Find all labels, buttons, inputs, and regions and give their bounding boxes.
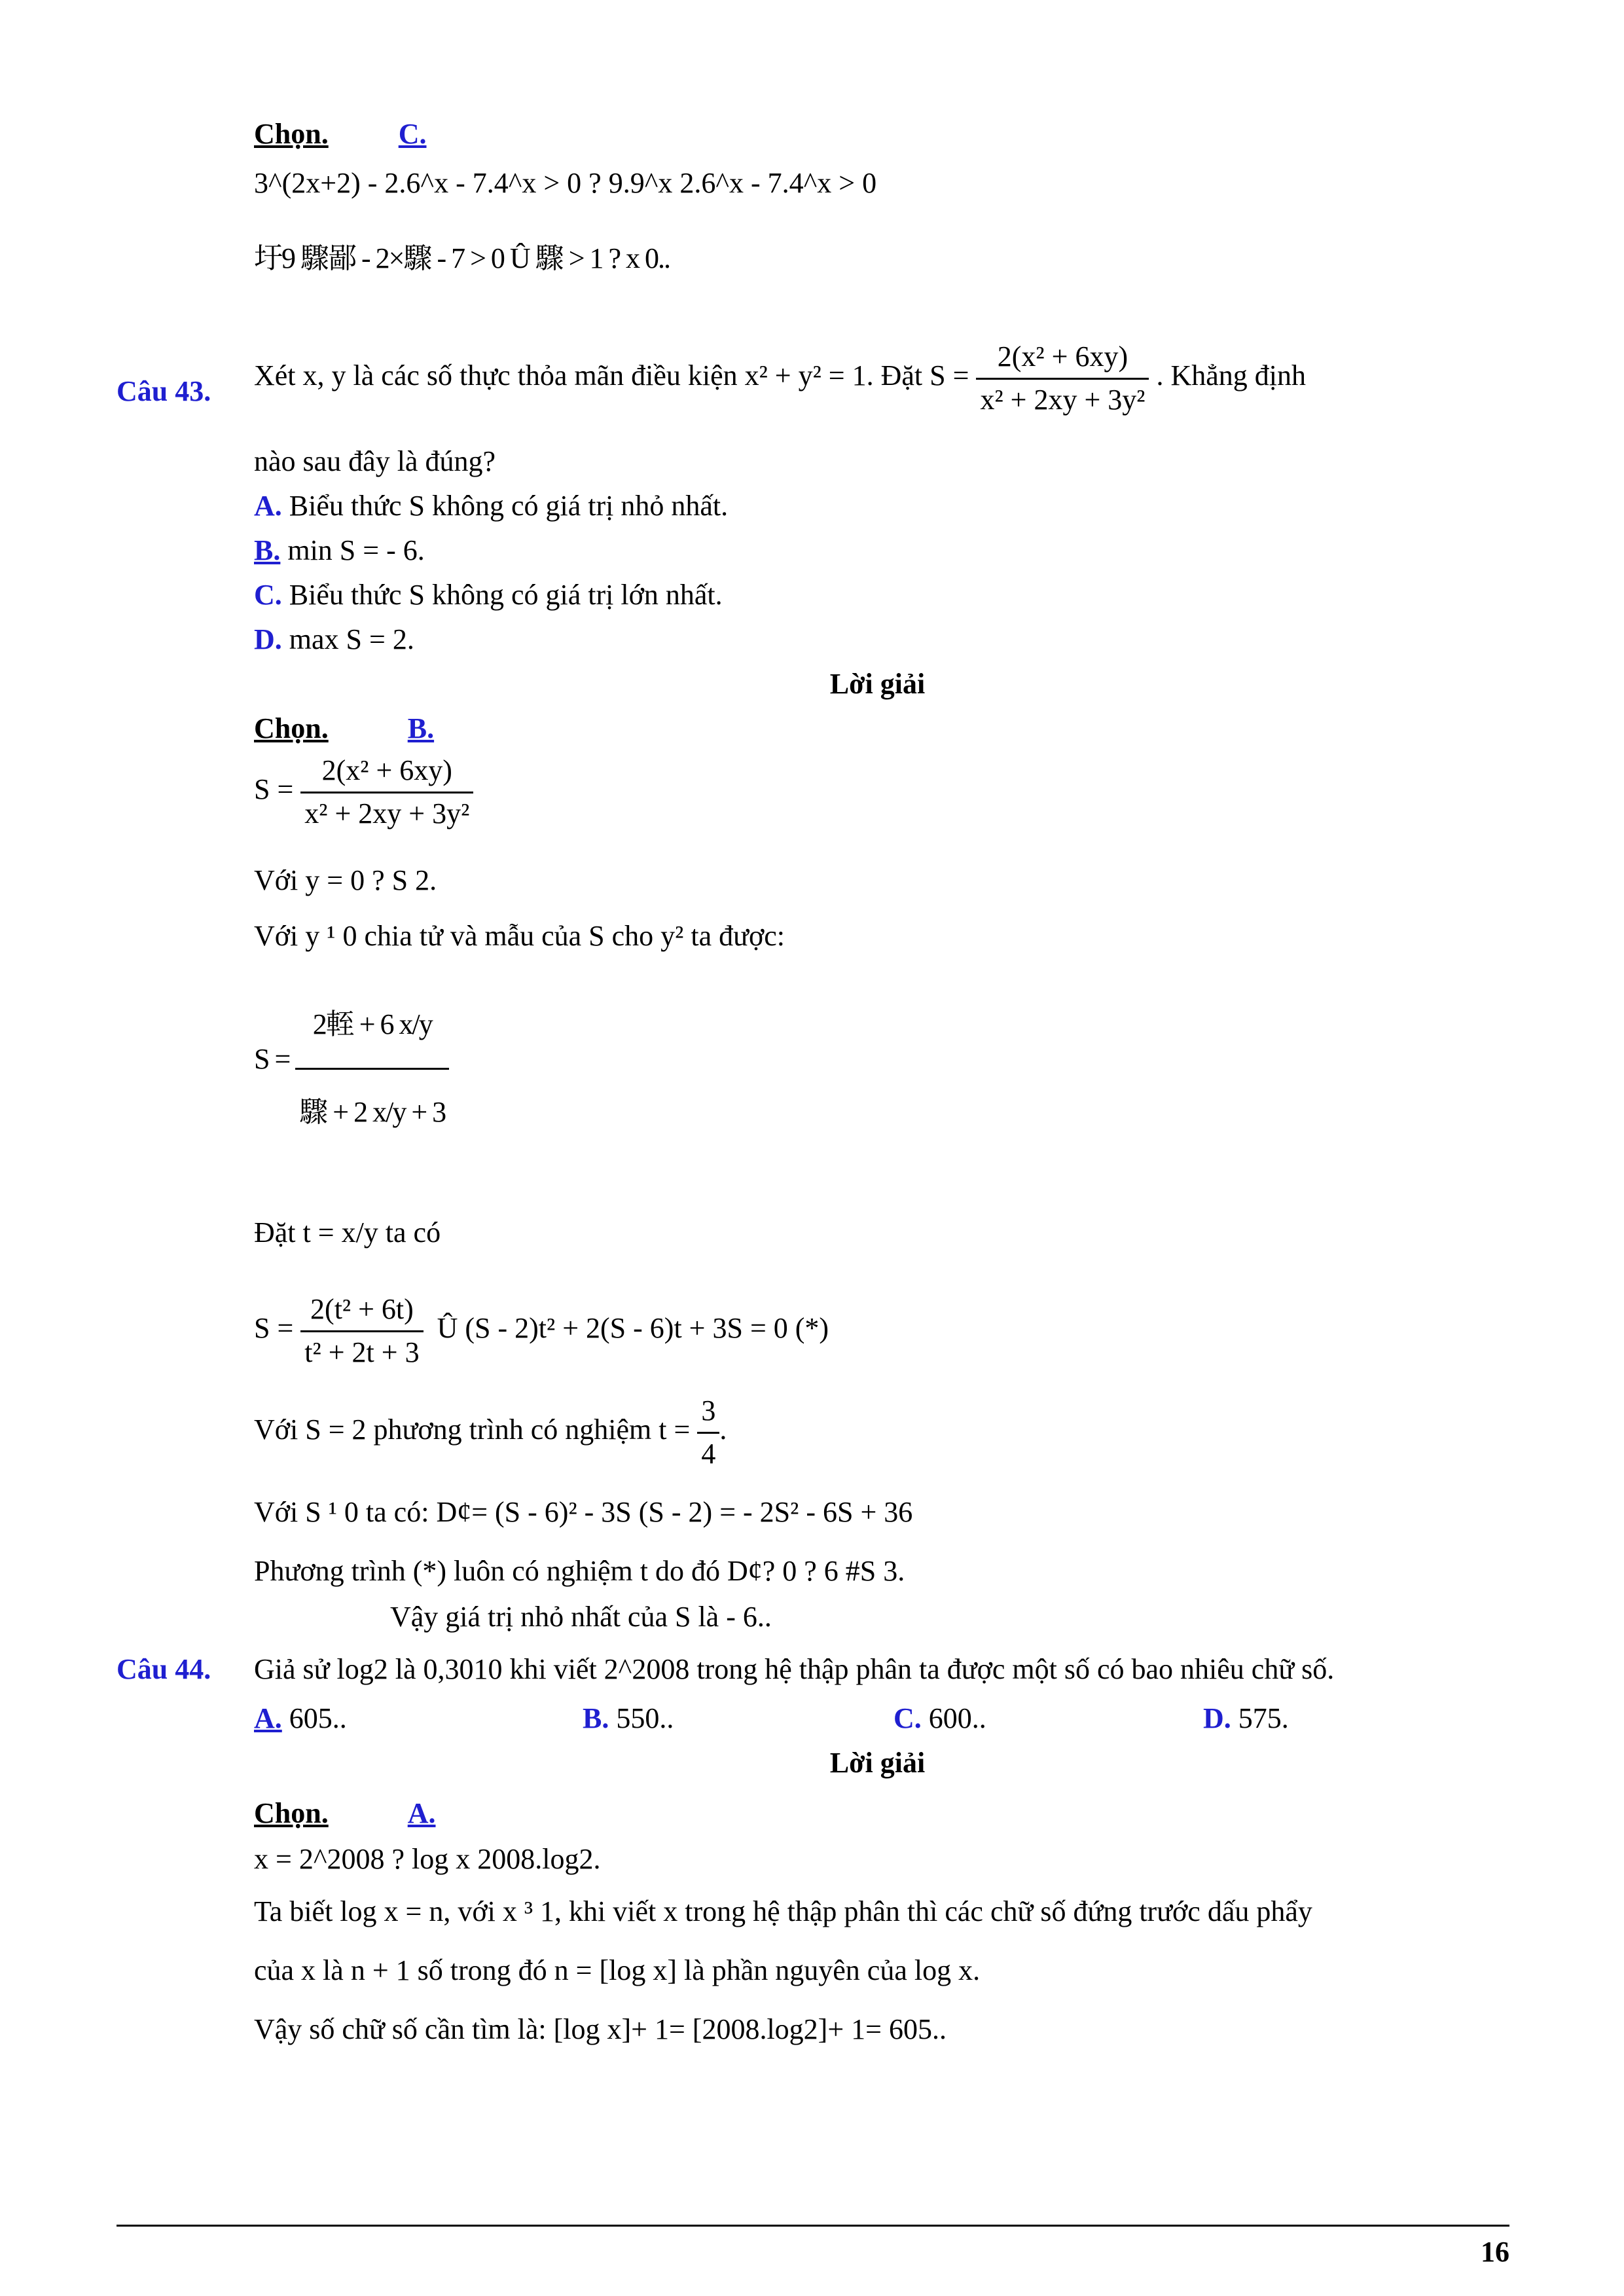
q44-option-a: [254, 1702, 347, 1736]
q43-st-fraction: [300, 1293, 423, 1369]
q44-option-a-text: 605..: [289, 1702, 347, 1734]
q43-s2-row: [254, 1394, 727, 1470]
q43-stem-c: nào sau đây là đúng?: [254, 445, 496, 477]
q43-dat-t: Đặt t = x/y ta có: [254, 1216, 441, 1248]
q43-option-a-text: Biểu thức S không có giá trị nhỏ nhất.: [289, 490, 729, 522]
q43-s-fraction: [300, 754, 473, 830]
q43-option-c: [254, 579, 723, 612]
q44-label: Câu 44.: [117, 1653, 211, 1685]
q43-s2-t-fraction: [697, 1394, 719, 1470]
q43-option-b-letter: B.: [254, 534, 281, 566]
q43-option-b: [254, 534, 425, 568]
q43-s-num: 2(x² + 6xy): [300, 754, 473, 793]
q44-option-b-text: 550..: [616, 1702, 674, 1734]
page-number: 16: [1481, 2236, 1509, 2268]
q43-y0-line: Với y = 0 ? S 2.: [254, 864, 437, 896]
q44-chon-answer: A.: [407, 1797, 436, 1829]
q43-s-lhs: S =: [254, 773, 294, 806]
q43-st-lhs: S =: [254, 1312, 294, 1345]
q43-s2-den: 驟 + 2 x/y + 3: [299, 1095, 446, 1128]
q42-line1: 3^(2x+2) - 2.6^x - 7.4^x > 0 ? 9.9^x 2.6^x - 7.4^x > 0: [254, 167, 877, 199]
q43-s-divided: [254, 975, 449, 1148]
q43-option-a-letter: A.: [254, 490, 282, 522]
q42-choice-row: [254, 118, 427, 151]
q43-s2-lhs: S =: [254, 1043, 290, 1076]
q43-option-d-text: max S = 2.: [289, 623, 414, 655]
q44-label-row: [117, 1653, 211, 1686]
q42-line2: 圩9 驟鄙 - 2×驟 - 7 > 0 Û 驟 > 1 ? x 0..: [254, 242, 670, 274]
q43-stem-frac-den: x² + 2xy + 3y²: [980, 383, 1146, 416]
q44-line3: của x là n + 1 số trong đó n = [log x] là phần nguyên của log x.: [254, 1954, 981, 1986]
q43-s-definition: [254, 754, 473, 830]
q43-s2-period: .: [719, 1413, 727, 1446]
q44-option-d: [1203, 1702, 1289, 1736]
q44-line2: Ta biết log x = n, với x ³ 1, khi viết x trong hệ thập phân thì các chữ số đứng trước dấu phẩy: [254, 1895, 1312, 1927]
q44-option-c-letter: C.: [893, 1702, 922, 1734]
q43-option-c-letter: C.: [254, 579, 282, 611]
q43-stem-frac-num: 2(x² + 6xy): [976, 340, 1149, 380]
q43-s2-frac-num: 3: [697, 1394, 719, 1434]
q43-label-row: [117, 375, 211, 409]
q42-chon-answer: C.: [398, 118, 427, 150]
q44-solution-title: Lời giải: [829, 1747, 926, 1779]
q43-option-b-text: min S = - 6.: [287, 534, 425, 566]
q44-option-d-letter: D.: [1203, 1702, 1231, 1734]
q43-option-d-letter: D.: [254, 623, 282, 655]
q43-conclusion: Vậy giá trị nhỏ nhất của S là - 6..: [390, 1601, 772, 1633]
q43-st-num: 2(t² + 6t): [300, 1293, 423, 1332]
q43-choice-row: [254, 712, 434, 746]
q44-option-b-letter: B.: [583, 1702, 609, 1734]
q44-stem: Giả sử log2 là 0,3010 khi viết 2^2008 trong hệ thập phân ta được một số có bao nhiêu chữ số.: [254, 1653, 1335, 1685]
q43-s2-fraction: [295, 975, 449, 1148]
q44-option-c-text: 600..: [928, 1702, 986, 1734]
q44-line1: x = 2^2008 ? log x 2008.log2.: [254, 1843, 601, 1875]
q43-st-rhs: Û (S - 2)t² + 2(S - 6)t + 3S = 0 (*): [437, 1312, 829, 1345]
q43-s-den: x² + 2xy + 3y²: [304, 797, 470, 829]
q43-option-d: [254, 623, 414, 657]
q43-stem-b: . Khẳng định: [1156, 359, 1306, 392]
q43-s-in-t: [254, 1293, 829, 1369]
footer-rule: [117, 2225, 1509, 2227]
q44-option-b: [583, 1702, 674, 1736]
q43-s2-frac-den: 4: [701, 1437, 716, 1470]
q43-stem-fraction: [976, 340, 1149, 416]
q44-line4: Vậy số chữ số cần tìm là: [log x]+ 1= [2008.log2]+ 1= 605..: [254, 2013, 947, 2045]
q43-pt-line: Phương trình (*) luôn có nghiệm t do đó D¢? 0 ? 6 #S 3.: [254, 1555, 905, 1587]
q43-stem-row: [254, 340, 1306, 416]
q43-yn0-line: Với y ¹ 0 chia tử và mẫu của S cho y² ta được:: [254, 920, 785, 952]
q44-choice-row: [254, 1797, 436, 1831]
q44-option-a-letter: A.: [254, 1702, 282, 1734]
q43-s2-line-a: Với S = 2 phương trình có nghiệm t =: [254, 1413, 691, 1446]
q43-stem-a: Xét x, y là các số thực thỏa mãn điều kiện x² + y² = 1. Đặt S =: [254, 359, 969, 392]
q44-chon-label: Chọn.: [254, 1797, 329, 1829]
q43-chon-label: Chọn.: [254, 712, 329, 744]
q42-chon-label: Chọn.: [254, 118, 329, 150]
q44-option-d-text: 575.: [1238, 1702, 1289, 1734]
q43-label: Câu 43.: [117, 375, 211, 407]
q43-option-a: [254, 490, 728, 523]
q43-solution-title: Lời giải: [829, 668, 926, 700]
q43-delta-line: Với S ¹ 0 ta có: D¢= (S - 6)² - 3S (S - 2) = - 2S² - 6S + 36: [254, 1496, 913, 1528]
q43-s2-num: 2輊 + 6 x/y: [295, 975, 449, 1070]
q43-chon-answer: B.: [407, 712, 435, 744]
q44-option-c: [893, 1702, 986, 1736]
q43-st-den: t² + 2t + 3: [304, 1336, 420, 1368]
q43-option-c-text: Biểu thức S không có giá trị lớn nhất.: [289, 579, 723, 611]
